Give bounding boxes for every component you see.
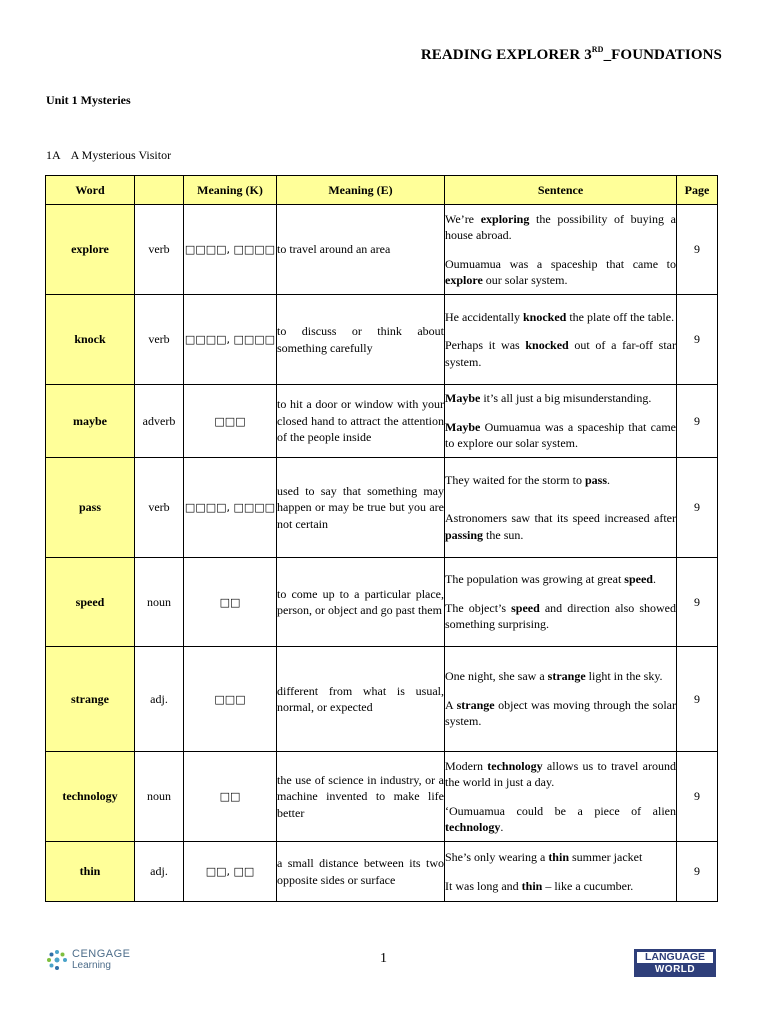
example-sentence: [445, 419, 676, 452]
cengage-dots-icon: [46, 949, 68, 971]
table-row: [46, 558, 718, 647]
table-row: [46, 752, 718, 842]
sentence-text: It was long and: [445, 878, 522, 893]
meaning-korean: □□: [184, 558, 277, 647]
page-number: 1: [380, 951, 387, 966]
meaning-korean: □□□: [184, 385, 277, 458]
example-sentence: [445, 849, 676, 866]
example-sentence: [445, 337, 676, 370]
cengage-logo-line1: CENGAGE: [72, 948, 131, 960]
sentence-text: and direction also showed something surprising.: [445, 600, 676, 632]
highlighted-word: knocked: [522, 309, 567, 324]
sentence-text: .: [652, 572, 656, 587]
sentence-text: the sun.: [483, 527, 524, 542]
vocab-word: explore: [46, 205, 135, 295]
header-page: Page: [677, 176, 718, 205]
example-sentence: [445, 668, 676, 685]
vocabulary-table: [45, 175, 718, 902]
sentence-text: The population was growing at great: [445, 572, 625, 587]
highlighted-word: passing: [445, 527, 484, 542]
page-reference: 9: [677, 205, 718, 295]
example-sentences: [445, 295, 677, 385]
example-sentence: [445, 390, 676, 407]
sentence-text: We’re: [445, 211, 481, 226]
sentence-text: .: [500, 820, 504, 834]
meaning-english: used to say that something may happen or may be true but you are not certain: [277, 458, 445, 558]
sentence-text: The object’s: [445, 600, 512, 615]
part-of-speech: adj.: [135, 842, 184, 902]
sentence-text: the plate off the table.: [566, 309, 675, 324]
unit-heading: Unit 1 Mysteries: [46, 93, 131, 107]
part-of-speech: verb: [135, 458, 184, 558]
cengage-logo-line2: Learning: [72, 960, 111, 971]
example-sentences: [445, 752, 677, 842]
sentence-text: summer jacket: [569, 850, 643, 864]
sentence-text: .: [606, 472, 610, 487]
table-body: [46, 205, 718, 902]
page-reference: 9: [677, 295, 718, 385]
meaning-english: to discuss or think about something carefully: [277, 295, 445, 385]
sentence-text: – like a cucumber.: [542, 878, 634, 893]
highlighted-word: thin: [521, 878, 543, 893]
meaning-english: to hit a door or window with your closed hand to attract the attention of the people inside: [277, 385, 445, 458]
cengage-logo: [46, 948, 131, 972]
meaning-korean: □□: [184, 752, 277, 842]
example-sentences: [445, 647, 677, 752]
table-row: [46, 385, 718, 458]
highlighted-word: pass: [584, 472, 607, 487]
header-meaning-english: Meaning (E): [277, 176, 445, 205]
part-of-speech: noun: [135, 558, 184, 647]
vocab-word: maybe: [46, 385, 135, 458]
vocab-word: pass: [46, 458, 135, 558]
example-sentence: [445, 697, 676, 730]
part-of-speech: adj.: [135, 647, 184, 752]
meaning-korean: □□□: [184, 647, 277, 752]
highlighted-word: exploring: [480, 211, 530, 226]
sentence-text: object was moving through the solar system.: [445, 697, 676, 729]
sentence-text: Astronomers saw that its speed increased after: [445, 511, 676, 526]
example-sentences: [445, 558, 677, 647]
part-of-speech: verb: [135, 295, 184, 385]
meaning-korean: □□□□, □□□□: [184, 295, 277, 385]
page-reference: 9: [677, 558, 718, 647]
page-reference: 9: [677, 647, 718, 752]
language-world-logo: [634, 949, 716, 977]
page-reference: 9: [677, 752, 718, 842]
page-reference: 9: [677, 842, 718, 902]
highlighted-word: thin: [548, 850, 569, 864]
meaning-english: to travel around an area: [277, 205, 445, 295]
sentence-text: Modern: [445, 758, 488, 773]
highlighted-word: speed: [624, 572, 653, 587]
example-sentence: [445, 878, 676, 895]
title-suffix: _FOUNDATIONS: [603, 47, 722, 63]
highlighted-word: technology: [445, 820, 501, 834]
section-number: 1A: [46, 148, 61, 162]
example-sentence: [445, 571, 676, 588]
meaning-english: the use of science in industry, or a machine invented to make life better: [277, 752, 445, 842]
sentence-text: the possibility of buying a house abroad.: [445, 211, 677, 242]
vocab-word: thin: [46, 842, 135, 902]
meaning-english: to come up to a particular place, person, or object and go past them: [277, 558, 445, 647]
sentence-text: She’s only wearing a: [445, 850, 549, 864]
vocab-word: knock: [46, 295, 135, 385]
example-sentence: [445, 472, 676, 489]
sentence-text: He accidentally: [445, 309, 523, 324]
header-sentence: Sentence: [445, 176, 677, 205]
highlighted-word: knocked: [525, 338, 569, 353]
header-meaning-korean: Meaning (K): [184, 176, 277, 205]
section-heading: [46, 148, 171, 163]
title-text: READING EXPLORER 3: [420, 47, 592, 63]
sentence-text: Oumuamua was a spaceship that came to: [445, 256, 676, 271]
highlighted-word: technology: [487, 758, 543, 773]
meaning-korean: □□, □□: [184, 842, 277, 902]
table-row: [46, 205, 718, 295]
vocab-word: strange: [46, 647, 135, 752]
sentence-text: it’s all just a big misunderstanding.: [480, 391, 652, 406]
example-sentences: [445, 458, 677, 558]
document-title: [421, 45, 722, 64]
example-sentences: [445, 842, 677, 902]
example-sentence: [445, 803, 676, 836]
header-word: Word: [46, 176, 135, 205]
table-row: [46, 295, 718, 385]
table-row: [46, 458, 718, 558]
meaning-english: a small distance between its two opposite sides or surface: [277, 842, 445, 902]
sentence-text: A: [445, 697, 457, 712]
sentence-text: allows us to travel around the world in just a day.: [445, 758, 676, 789]
meaning-english: different from what is usual, normal, or expected: [277, 647, 445, 752]
highlighted-word: strange: [456, 697, 495, 712]
highlighted-word: Maybe: [445, 391, 481, 406]
meaning-korean: □□□□, □□□□: [184, 458, 277, 558]
example-sentence: [445, 309, 676, 326]
highlighted-word: Maybe: [445, 419, 481, 434]
example-sentence: [445, 211, 676, 244]
page-reference: 9: [677, 458, 718, 558]
header-part-of-speech: [135, 176, 184, 205]
sentence-text: ‘Oumuamua could be a piece of alien: [445, 803, 676, 818]
meaning-korean: □□□□, □□□□: [184, 205, 277, 295]
language-world-line2: WORLD: [654, 964, 696, 975]
sentence-text: light in the sky.: [585, 669, 663, 684]
sentence-text: Perhaps it was: [445, 338, 526, 353]
example-sentences: [445, 205, 677, 295]
example-sentence: [445, 256, 676, 289]
part-of-speech: verb: [135, 205, 184, 295]
sentence-text: out of a far-off star system.: [445, 338, 676, 369]
example-sentence: [445, 758, 676, 791]
highlighted-word: speed: [511, 600, 540, 615]
sentence-text: Oumuamua was a spaceship that came to explore our solar system.: [445, 419, 676, 451]
sentence-text: One night, she saw a: [445, 669, 548, 684]
section-name: A Mysterious Visitor: [70, 148, 172, 162]
table-header-row: [46, 176, 718, 205]
language-world-line1: LANGUAGE: [636, 951, 714, 964]
part-of-speech: adverb: [135, 385, 184, 458]
example-sentence: [445, 600, 676, 633]
table-row: [46, 842, 718, 902]
highlighted-word: explore: [445, 273, 483, 287]
title-superscript: RD: [591, 45, 604, 54]
vocab-word: speed: [46, 558, 135, 647]
highlighted-word: strange: [547, 669, 586, 684]
vocab-word: technology: [46, 752, 135, 842]
example-sentence: [445, 510, 676, 543]
sentence-text: They waited for the storm to: [445, 472, 585, 487]
part-of-speech: noun: [135, 752, 184, 842]
page-reference: 9: [677, 385, 718, 458]
sentence-text: our solar system.: [482, 273, 568, 287]
example-sentences: [445, 385, 677, 458]
table-row: [46, 647, 718, 752]
